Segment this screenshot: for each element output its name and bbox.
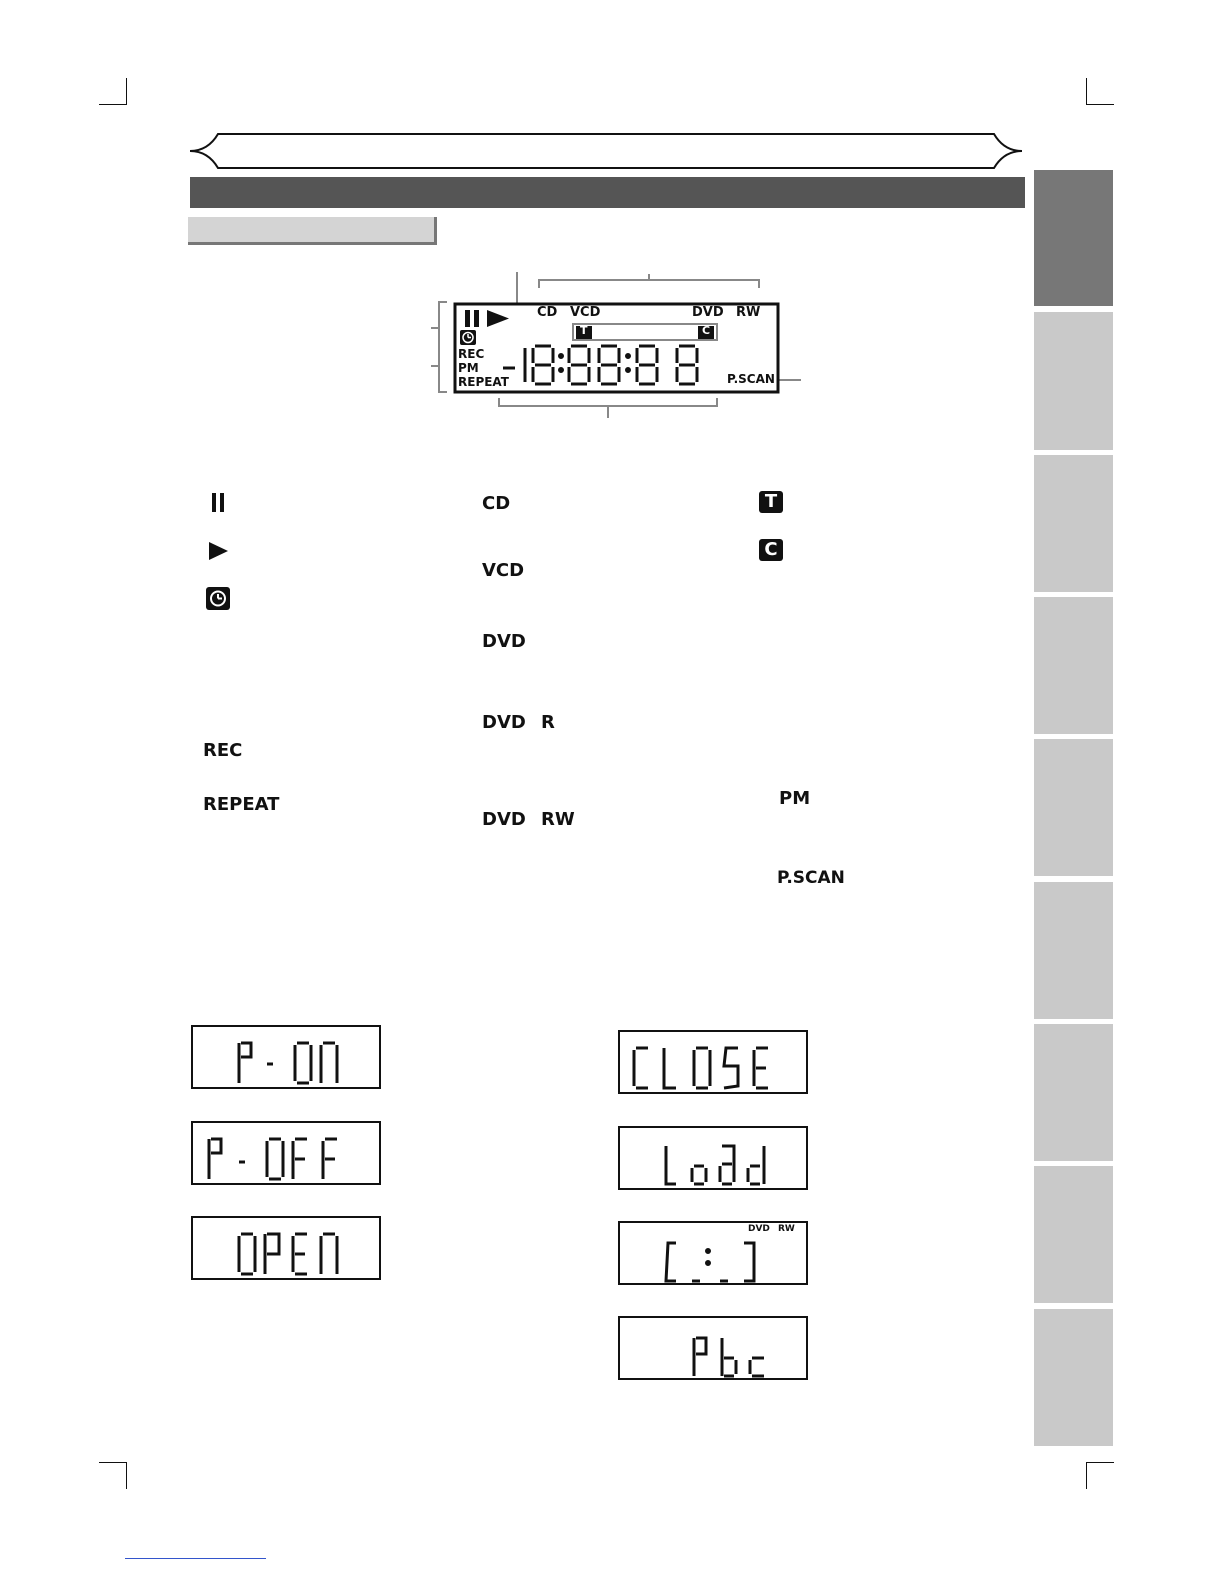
display-p-on xyxy=(191,1025,381,1089)
crop-mark-tr-h xyxy=(1086,104,1114,105)
legend-pm: PM xyxy=(779,788,811,809)
side-tab-2[interactable] xyxy=(1034,312,1113,450)
display-disc-dvd: DVD xyxy=(748,1224,770,1234)
display-open xyxy=(191,1216,381,1280)
legend-dvd-rw-b: RW xyxy=(541,809,575,830)
side-tab-9[interactable] xyxy=(1034,1309,1113,1446)
legend-play-icon xyxy=(208,541,230,561)
legend-dvd-rw-a: DVD xyxy=(482,809,526,830)
side-tab-3[interactable] xyxy=(1034,455,1113,592)
legend-vcd: VCD xyxy=(482,560,525,581)
subsection-tab xyxy=(188,217,437,245)
lcd-vcd: VCD xyxy=(570,305,601,320)
section-bar xyxy=(190,177,1025,208)
side-tab-8[interactable] xyxy=(1034,1166,1113,1303)
lcd-pause-icon xyxy=(465,310,470,327)
display-pbc xyxy=(618,1316,808,1380)
side-tab-5[interactable] xyxy=(1034,739,1113,876)
legend-pscan: P.SCAN xyxy=(777,868,845,888)
display-close xyxy=(618,1030,808,1094)
lcd-pscan: P.SCAN xyxy=(727,372,775,386)
display-load xyxy=(618,1126,808,1190)
display-p-off xyxy=(191,1121,381,1185)
legend-dvd-r-b: R xyxy=(541,712,555,733)
crop-mark-tl-v xyxy=(126,78,127,105)
legend-dvd: DVD xyxy=(482,631,526,652)
legend-timer-icon xyxy=(206,587,231,611)
lcd-rec: REC xyxy=(458,347,485,361)
lcd-cd: CD xyxy=(537,305,558,320)
display-disc xyxy=(618,1221,808,1285)
header-banner xyxy=(188,130,1024,172)
crop-mark-tl-h xyxy=(99,104,127,105)
side-tab-7[interactable] xyxy=(1034,1024,1113,1161)
lcd-pm: PM xyxy=(458,361,479,375)
lcd-repeat: REPEAT xyxy=(458,375,509,389)
legend-pause-icon xyxy=(211,492,227,513)
legend-dvd-r-a: DVD xyxy=(482,712,526,733)
crop-mark-br-h xyxy=(1086,1462,1114,1463)
crop-mark-tr-v xyxy=(1086,78,1087,105)
lcd-title-box: T xyxy=(580,324,588,337)
legend-repeat: REPEAT xyxy=(203,794,280,815)
lcd-chapter-box: C xyxy=(702,324,711,337)
crop-mark-bl-h xyxy=(99,1462,127,1463)
crop-mark-bl-v xyxy=(126,1462,127,1489)
crop-mark-br-v xyxy=(1086,1462,1087,1489)
legend-chapter-icon: C xyxy=(759,539,783,561)
legend-rec: REC xyxy=(203,740,243,761)
legend-cd: CD xyxy=(482,493,511,514)
side-tab-6[interactable] xyxy=(1034,882,1113,1019)
legend-title-icon: T xyxy=(759,491,783,513)
footer-underline xyxy=(125,1558,266,1559)
display-disc-rw: RW xyxy=(778,1224,795,1234)
lcd-rw: RW xyxy=(736,305,761,320)
lcd-dvd: DVD xyxy=(692,305,724,320)
side-tab-4[interactable] xyxy=(1034,597,1113,734)
side-tab-1[interactable] xyxy=(1034,170,1113,306)
